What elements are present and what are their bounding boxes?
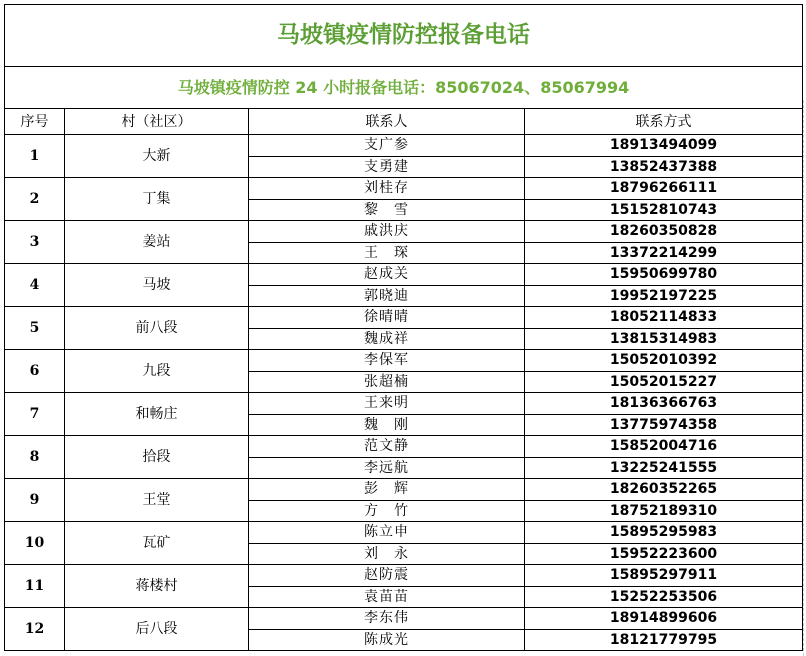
row-index: 4 — [5, 264, 65, 307]
contact-table — [4, 4, 803, 651]
village-name: 拾段 — [65, 436, 249, 479]
contact-phone: 18913494099 — [525, 135, 803, 157]
contact-phone: 15952223600 — [525, 543, 803, 565]
contact-phone: 13852437388 — [525, 156, 803, 178]
contact-phone: 18121779795 — [525, 629, 803, 651]
table-row — [5, 221, 803, 243]
village-name: 后八段 — [65, 608, 249, 651]
contact-name: 李保军 — [249, 350, 525, 372]
contact-name: 方 竹 — [249, 500, 525, 522]
contact-name: 陈成光 — [249, 629, 525, 651]
contact-phone: 19952197225 — [525, 285, 803, 307]
table-row — [5, 307, 803, 329]
contact-phone: 13372214299 — [525, 242, 803, 264]
contact-phone: 18136366763 — [525, 393, 803, 415]
row-index: 2 — [5, 178, 65, 221]
contact-name: 王 琛 — [249, 242, 525, 264]
table-row — [5, 178, 803, 200]
contact-name: 支勇建 — [249, 156, 525, 178]
contact-phone: 15852004716 — [525, 436, 803, 458]
contact-phone: 15252253506 — [525, 586, 803, 608]
contact-name: 范文静 — [249, 436, 525, 458]
table-row — [5, 479, 803, 501]
contact-phone: 18260352265 — [525, 479, 803, 501]
table-row — [5, 608, 803, 630]
village-name: 姜站 — [65, 221, 249, 264]
row-index: 12 — [5, 608, 65, 651]
contact-name: 魏 刚 — [249, 414, 525, 436]
contact-phone: 15895295983 — [525, 522, 803, 544]
contact-name: 刘桂存 — [249, 178, 525, 200]
contact-phone: 15895297911 — [525, 565, 803, 587]
header-village: 村（社区） — [65, 109, 249, 135]
table-row — [5, 436, 803, 458]
contact-name: 戚洪庆 — [249, 221, 525, 243]
row-index: 5 — [5, 307, 65, 350]
row-index: 3 — [5, 221, 65, 264]
contact-name: 支广参 — [249, 135, 525, 157]
contact-name: 郭晓迪 — [249, 285, 525, 307]
subtitle-cell — [5, 67, 803, 109]
contact-phone: 15152810743 — [525, 199, 803, 221]
contact-name: 赵防震 — [249, 565, 525, 587]
row-index: 8 — [5, 436, 65, 479]
contact-name: 彭 辉 — [249, 479, 525, 501]
village-name: 九段 — [65, 350, 249, 393]
contact-phone: 13225241555 — [525, 457, 803, 479]
village-name: 和畅庄 — [65, 393, 249, 436]
contact-name: 陈立申 — [249, 522, 525, 544]
title-cell — [5, 5, 803, 67]
sheet-gridline — [803, 100, 805, 656]
header-phone: 联系方式 — [525, 109, 803, 135]
contact-name: 张超楠 — [249, 371, 525, 393]
contact-phone: 15052015227 — [525, 371, 803, 393]
contact-phone: 18052114833 — [525, 307, 803, 329]
contact-name: 袁苗苗 — [249, 586, 525, 608]
contact-name: 刘 永 — [249, 543, 525, 565]
header-row — [5, 109, 803, 135]
row-index: 10 — [5, 522, 65, 565]
spreadsheet — [4, 4, 802, 651]
row-index: 11 — [5, 565, 65, 608]
contact-name: 李远航 — [249, 457, 525, 479]
village-name: 大新 — [65, 135, 249, 178]
row-index: 6 — [5, 350, 65, 393]
contact-phone: 15950699780 — [525, 264, 803, 286]
row-index: 9 — [5, 479, 65, 522]
contact-phone: 18796266111 — [525, 178, 803, 200]
contact-name: 黎 雪 — [249, 199, 525, 221]
page-title: 马坡镇疫情防控报备电话 — [277, 22, 530, 48]
contact-name: 王来明 — [249, 393, 525, 415]
village-name: 丁集 — [65, 178, 249, 221]
contact-phone: 18752189310 — [525, 500, 803, 522]
contact-phone: 18260350828 — [525, 221, 803, 243]
village-name: 蒋楼村 — [65, 565, 249, 608]
table-row — [5, 350, 803, 372]
table-row — [5, 393, 803, 415]
village-name: 瓦矿 — [65, 522, 249, 565]
contact-name: 赵成关 — [249, 264, 525, 286]
contact-name: 徐晴晴 — [249, 307, 525, 329]
header-index: 序号 — [5, 109, 65, 135]
table-row — [5, 264, 803, 286]
contact-phone: 15052010392 — [525, 350, 803, 372]
table-row — [5, 522, 803, 544]
hotline-subtitle: 马坡镇疫情防控 24 小时报备电话：85067024、85067994 — [177, 77, 630, 97]
row-index: 1 — [5, 135, 65, 178]
village-name: 王堂 — [65, 479, 249, 522]
contact-phone: 13815314983 — [525, 328, 803, 350]
table-row — [5, 135, 803, 157]
contact-phone: 18914899606 — [525, 608, 803, 630]
contact-name: 李东伟 — [249, 608, 525, 630]
contact-phone: 13775974358 — [525, 414, 803, 436]
contact-name: 魏成祥 — [249, 328, 525, 350]
row-index: 7 — [5, 393, 65, 436]
village-name: 前八段 — [65, 307, 249, 350]
header-contact: 联系人 — [249, 109, 525, 135]
village-name: 马坡 — [65, 264, 249, 307]
table-row — [5, 565, 803, 587]
